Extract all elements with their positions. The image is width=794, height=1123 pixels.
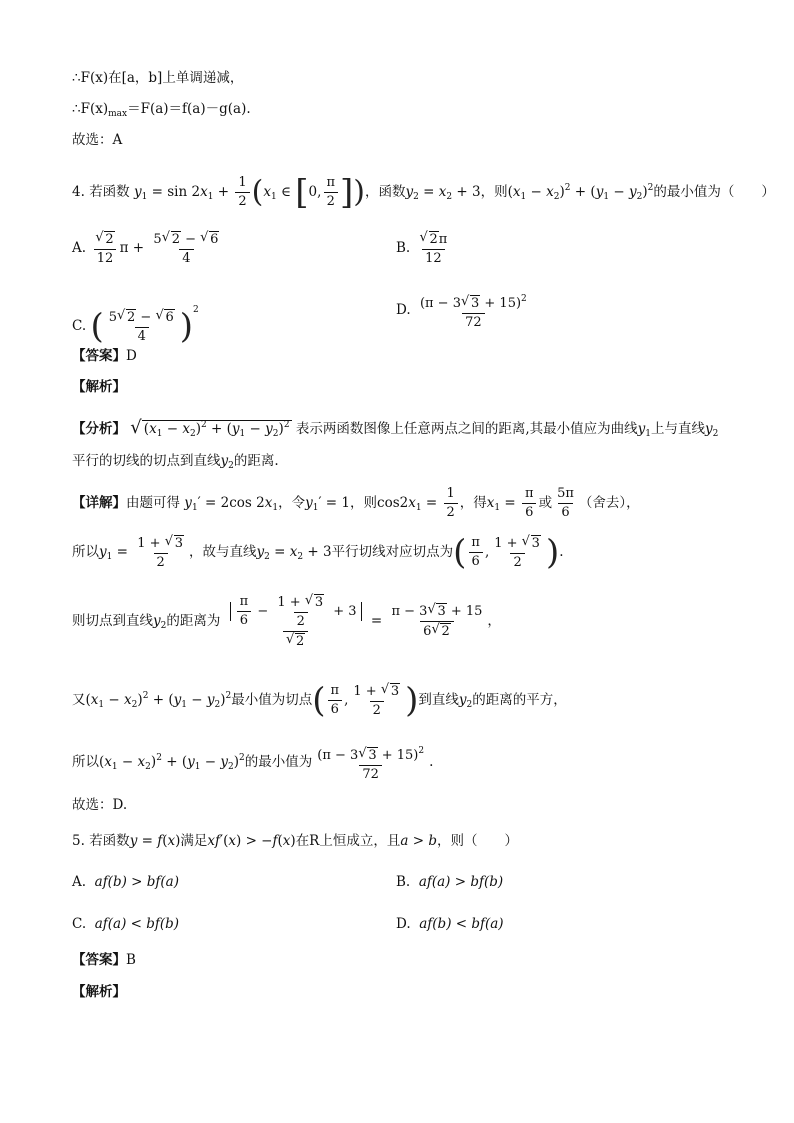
q4-option-b: B. √ $\frac{2\pi}{12}$ bbox=[396, 228, 452, 268]
q4-xiangjie-4: 又$(x_1 - x_2)^2 + (y_1 - y_2)^2$最小值为切点( $\frac{\pi}{6}$ , $\frac{1 + √ 3}{2}$ )到直线$y_2$的距离的平方， bbox=[72, 676, 567, 725]
q4-option-d: D. $\frac{(\pi - 3√ 3 + 15)^2}{72}$ bbox=[396, 290, 532, 331]
q4-option-c: C. ( $\frac{5√ 2 - √ 6}{4}$ )$^2$ bbox=[72, 290, 199, 346]
text-line-1: ∴F(x)在[a，b]上单调递减， bbox=[72, 70, 244, 86]
q4-xiangjie-3: 则切点到直线$y_2$的距离为 $\frac{\pi}{6}$ − $\frac{1 + √ 3}{2}$ + 3 √ 2 = $\frac{\pi - 3√ 3 + 15}{6√ 2}$ ， bbox=[72, 592, 501, 655]
q5-stem: 5. 若函数y = f(x)满足xf′(x) > −f(x)在R上恒成立，且a > b，则（ ） bbox=[72, 833, 518, 849]
q4-xiangjie-2: 所以$y_1$ = $\frac{1 + √ 3}{2}$ ，故与直线$y_2 = x_2 + 3$平行切线对应切点为( $\frac{\pi}{6}$ , $\frac{1 + √ 3}{2}$ ). bbox=[72, 532, 564, 577]
text-line-3: 故选：A bbox=[72, 132, 123, 148]
q4-fenxi: 【分析】 √ $(x_1 - x_2)^2 + (y_1 - y_2)^2$ 表示两函数图像上任意两点之间的距离,其最小值应为曲线$y_1$上与直线$y_2$ bbox=[72, 417, 719, 439]
q4-choose: 故选：D. bbox=[72, 797, 128, 813]
q5-option-b: B. af(a) > bf(b) bbox=[396, 874, 504, 890]
q4-option-a: A. √ $\frac{2}{12}$ π + $\frac{5√ 2 - √ 6}{4}$ bbox=[72, 228, 224, 268]
q4-answer: 【答案】D bbox=[72, 348, 137, 364]
q4-xiangjie-1: 【详解】由题可得 $y_1' = 2\cos$ $2x_1$，令$y_1' = 1$，则$\cos 2x_1$ = $\frac{1}{2}$ ，得$x_1$ = $\frac{\pi}{6}$ 或 $\frac{5\pi}{6}$ （舍去）， bbox=[72, 486, 640, 520]
q4-stem: 4. 若函数 $y_1 = \sin 2x_1$ + $\frac{1}{2}$ ($x_1$ ∈ [0, $\frac{\pi}{2}$ ])，函数$y_2 = x_2 + 3$，则$(x_1 - x_2)^2 + (y_1 - y_2)^2$的最小值为（ ） bbox=[72, 172, 775, 213]
q5-answer: 【答案】B bbox=[72, 952, 136, 968]
q5-analysis-label: 【解析】 bbox=[72, 984, 126, 1000]
q5-option-d: D. af(b) < bf(a) bbox=[396, 916, 504, 932]
q5-option-a: A. af(b) > bf(a) bbox=[72, 874, 179, 890]
q4-xiangjie-5: 所以$(x_1 - x_2)^2 + (y_1 - y_2)^2$的最小值为 $\frac{(\pi - 3√ 3 + 15)^2}{72}$ . bbox=[72, 738, 433, 787]
q4-analysis-label: 【解析】 bbox=[72, 379, 126, 395]
q5-option-c: C. af(a) < bf(b) bbox=[72, 916, 180, 932]
q4-fenxi-cont: 平行的切线的切点到直线$y_2$的距离. bbox=[72, 453, 279, 471]
text-line-2: $\therefore F(x)_{max}=F(a)=f(a)-g(a)$. bbox=[72, 101, 251, 119]
